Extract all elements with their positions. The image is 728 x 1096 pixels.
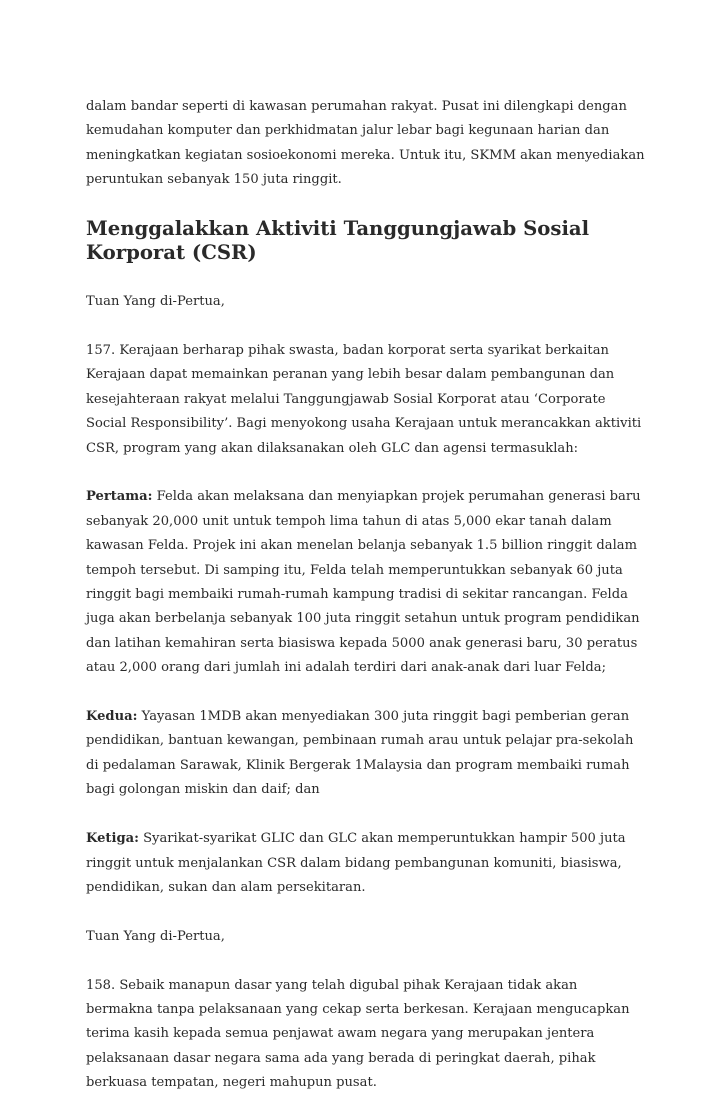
paragraph-kedua — [86, 705, 646, 803]
paragraph-158: 158. Sebaik manapun dasar yang telah digubal pihak Kerajaan tidak akan bermakna tanpa pelaksanaan yang cekap serta berkesan. Kerajaan mengucapkan terima kasih kepada semua penjawat awam negara yang merupakan jentera pelaksanaan dasar negara sama ada yang berada di peringkat daerah, pihak berkuasa tempatan, negeri mahupun pusat. — [86, 977, 630, 1091]
paragraph-ketiga — [86, 827, 646, 900]
paragraph-pertama-text: Felda akan melaksana dan menyiapkan projek perumahan generasi baru sebanyak 20,000 unit untuk tempoh lima tahun di atas 5,000 ekar tanah dalam kawasan Felda. Projek ini akan menelan belanja sebanyak 1.5 billion ringgit dalam tempoh tersebut. Di samping itu, Felda telah memperuntukkan sebanyak 60 juta ringgit bagi membaiki rumah-rumah kampung tradisi di sekitar rancangan. Felda juga akan berbelanja sebanyak 100 juta ringgit setahun untuk program pendidikan dan latihan kemahiran serta biasiswa kepada 5000 anak generasi baru, 30 peratus atau 2,000 orang dari jumlah ini adalah terdiri dari anak-anak dari luar Felda; — [86, 489, 641, 676]
lead-pertama: Pertama: — [86, 489, 153, 505]
document-page — [86, 95, 646, 1096]
lead-kedua: Kedua: — [86, 709, 138, 725]
lead-ketiga: Ketiga: — [86, 831, 139, 847]
paragraph-kedua-text: Yayasan 1MDB akan menyediakan 300 juta ringgit bagi pemberian geran pendidikan, bantuan kewangan, pembinaan rumah arau untuk pelajar pra-sekolah di pedalaman Sarawak, Klinik Bergerak 1Malaysia dan program membaiki rumah bagi golongan miskin dan daif; dan — [86, 709, 634, 798]
salutation: Tuan Yang di-Pertua, — [86, 294, 225, 310]
paragraph-ketiga-text: Syarikat-syarikat GLIC dan GLC akan memperuntukkan hampir 500 juta ringgit untuk menjalankan CSR dalam bidang pembangunan komuniti, biasiswa, pendidikan, sukan dan alam persekitaran. — [86, 831, 626, 895]
paragraph-pertama — [86, 485, 646, 680]
paragraph-157: 157. Kerajaan berharap pihak swasta, badan korporat serta syarikat berkaitan Kerajaan dapat memainkan peranan yang lebih besar dalam pembangunan dan kesejahteraan rakyat melalui Tanggungjawab Sosial Korporat atau ‘Corporate Social Responsibility’. Bagi menyokong usaha Kerajaan untuk merancakkan aktiviti CSR, program yang akan dilaksanakan oleh GLC dan agensi termasuklah: — [86, 343, 642, 456]
paragraph-skmm: dalam bandar seperti di kawasan perumahan rakyat. Pusat ini dilengkapi dengan kemudahan komputer dan perkhidmatan jalur lebar bagi kegunaan harian dan meningkatkan kegiatan sosioekonomi mereka. Untuk itu, SKMM akan menyediakan peruntukan sebanyak 150 juta ringgit. — [86, 99, 645, 188]
section-heading-csr: Menggalakkan Aktiviti Tanggungjawab Sosial Korporat (CSR) — [86, 217, 590, 265]
salutation-2: Tuan Yang di-Pertua, — [86, 928, 225, 944]
